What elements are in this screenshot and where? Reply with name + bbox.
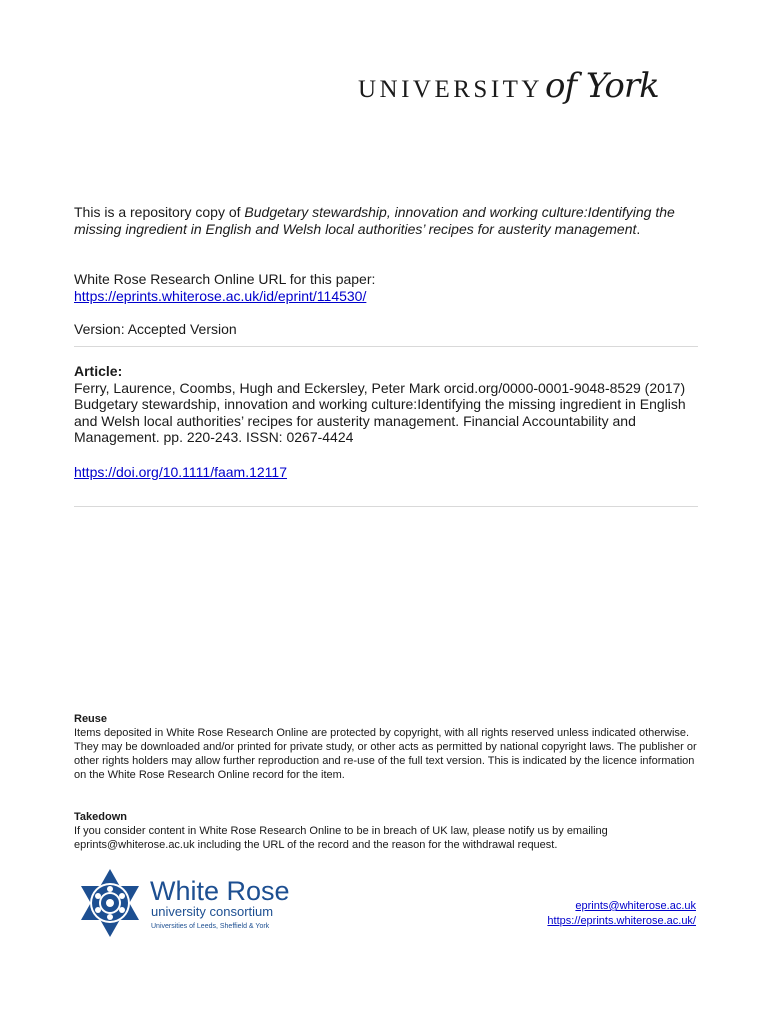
- university-of-york-logo: [358, 66, 698, 116]
- version-line: Version: Accepted Version: [74, 321, 237, 337]
- white-rose-logo: [74, 868, 314, 938]
- logo-york-word: of York: [545, 66, 659, 106]
- takedown-section: [74, 810, 698, 852]
- white-rose-emblem-icon: [74, 868, 314, 938]
- paper-title: Budgetary stewardship, innovation and working culture:Identifying the missing ingredient in English and Welsh local authorities’ recipes for austerity management: [74, 204, 675, 237]
- divider-bottom: [74, 506, 698, 507]
- takedown-heading: Takedown: [74, 811, 127, 823]
- intro-suffix: .: [636, 220, 641, 237]
- logo-subtitle: university consortium: [151, 904, 274, 919]
- reuse-heading: Reuse: [74, 713, 108, 725]
- site-link[interactable]: https://eprints.whiterose.ac.uk/: [547, 915, 696, 927]
- intro-prefix: This is a repository copy of: [74, 204, 245, 220]
- url-label: White Rose Research Online URL for this paper:: [74, 271, 376, 287]
- logo-university-word: UNIVERSITY: [358, 76, 543, 103]
- doi-block: [74, 464, 698, 481]
- intro-paragraph: [74, 204, 698, 237]
- divider-top: [74, 346, 698, 347]
- footer-links: [547, 899, 696, 929]
- doi-link[interactable]: https://doi.org/10.1111/faam.12117: [74, 464, 288, 480]
- reuse-section: [74, 712, 698, 782]
- logo-universities: Universities of Leeds, Sheffield & York: [151, 923, 270, 930]
- eprint-url-link[interactable]: https://eprints.whiterose.ac.uk/id/eprint/114530/: [74, 287, 367, 304]
- article-citation: Ferry, Laurence, Coombs, Hugh and Eckersley, Peter Mark orcid.org/0000-0001-9048-8529 (2017) Budgetary stewardship, innovation and working culture:Identifying the missing ingredient in English and Welsh local authorities’ recipes for austerity management. Financial Accountability and Management. pp. 220-243. ISSN: 0267-4424: [74, 379, 686, 445]
- url-block: [74, 271, 698, 304]
- takedown-text: If you consider content in White Rose Research Online to be in breach of UK law, please notify us by emailing eprints@whiterose.ac.uk including the URL of the record and the reason for the withdrawal request.: [74, 825, 608, 851]
- article-heading: Article:: [74, 363, 123, 379]
- article-block: [74, 363, 698, 446]
- email-link[interactable]: eprints@whiterose.ac.uk: [575, 900, 696, 912]
- reuse-text: Items deposited in White Rose Research Online are protected by copyright, with all rights reserved unless indicated otherwise. They may be downloaded and/or printed for private study, or other acts as permitted by national copyright laws. The publisher or other rights holders may allow further reproduction and re-use of the full text version. This is indicated by the licence information on the White Rose Research Online record for the item.: [74, 727, 697, 781]
- logo-title: White Rose: [150, 876, 290, 906]
